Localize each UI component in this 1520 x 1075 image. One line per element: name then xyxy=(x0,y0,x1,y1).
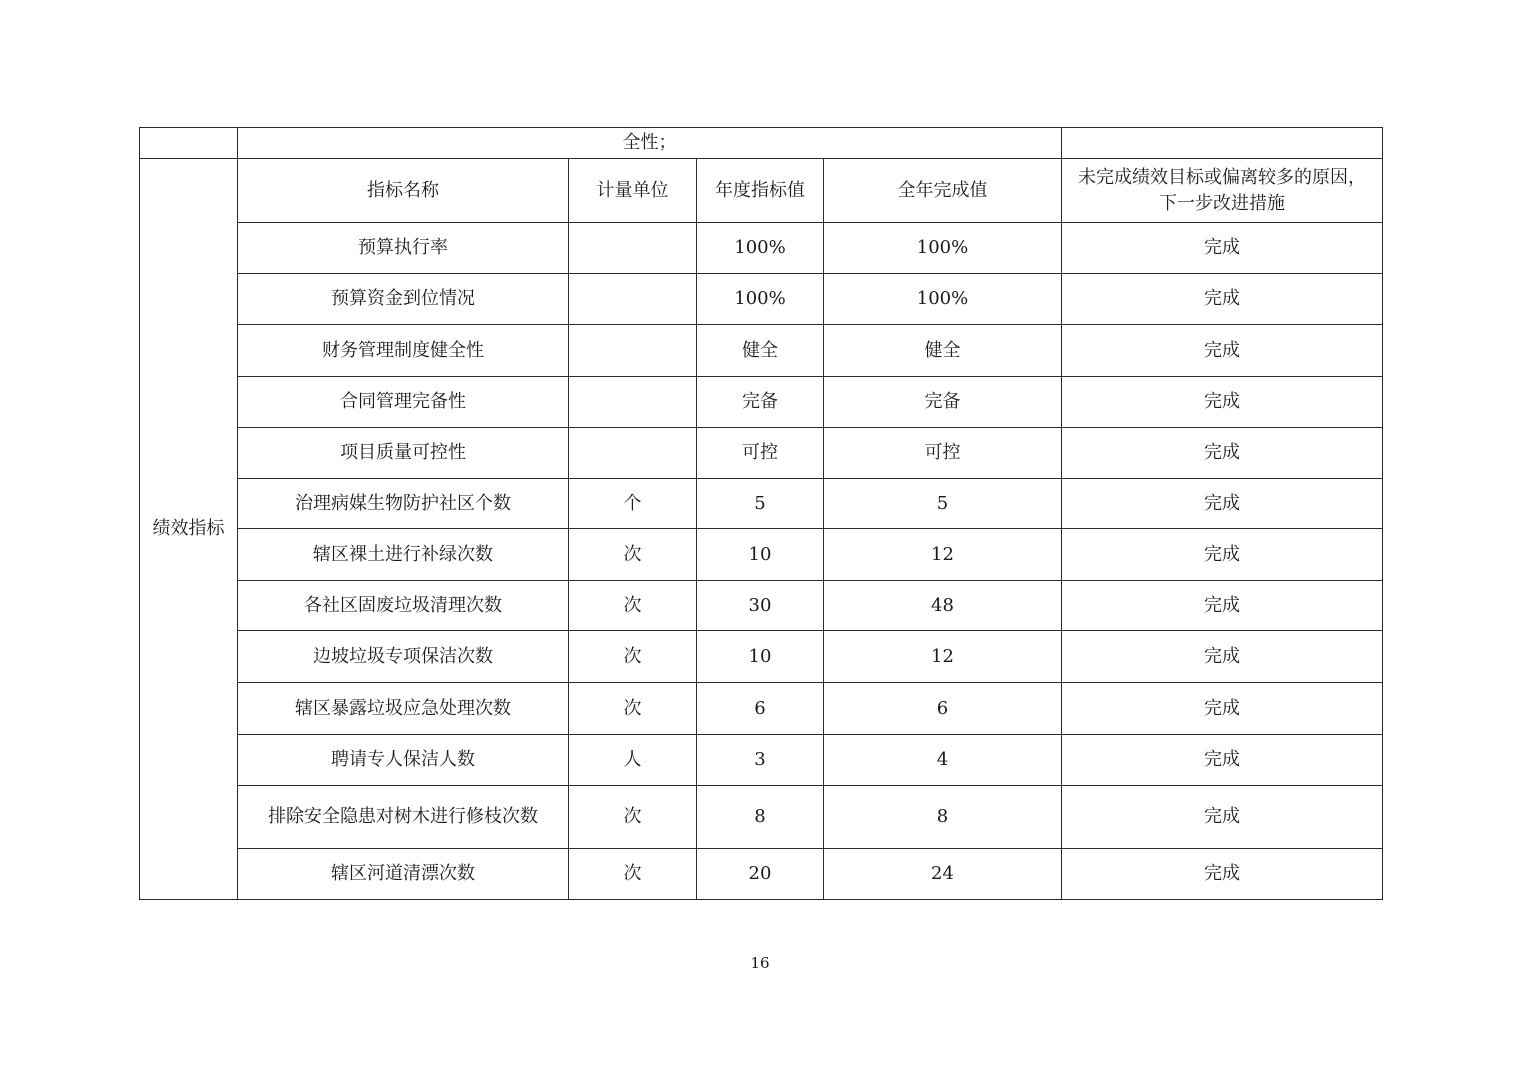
continuation-empty-cell-right xyxy=(1062,128,1383,159)
indicator-name: 各社区固废垃圾清理次数 xyxy=(238,581,569,631)
table-row xyxy=(140,223,1383,274)
indicator-target: 20 xyxy=(697,849,824,900)
indicator-unit: 次 xyxy=(569,786,697,849)
header-unit: 计量单位 xyxy=(569,159,697,223)
table-row xyxy=(140,786,1383,849)
indicator-actual: 24 xyxy=(824,849,1062,900)
table-row xyxy=(140,529,1383,581)
indicator-target: 5 xyxy=(697,479,824,529)
indicator-target: 10 xyxy=(697,631,824,683)
indicator-unit xyxy=(569,223,697,274)
indicator-name: 财务管理制度健全性 xyxy=(238,325,569,377)
table-row xyxy=(140,479,1383,529)
indicator-reason: 完成 xyxy=(1062,786,1383,849)
indicator-actual: 完备 xyxy=(824,377,1062,428)
page-number: 16 xyxy=(750,954,770,972)
indicator-actual: 100% xyxy=(824,274,1062,325)
indicator-name: 治理病媒生物防护社区个数 xyxy=(238,479,569,529)
indicator-name: 排除安全隐患对树木进行修枝次数 xyxy=(238,786,569,849)
indicator-unit xyxy=(569,377,697,428)
indicator-reason: 完成 xyxy=(1062,325,1383,377)
indicator-actual: 健全 xyxy=(824,325,1062,377)
header-actual: 全年完成值 xyxy=(824,159,1062,223)
indicator-reason: 完成 xyxy=(1062,849,1383,900)
indicator-unit: 次 xyxy=(569,683,697,735)
indicator-name: 辖区裸土进行补绿次数 xyxy=(238,529,569,581)
indicator-target: 100% xyxy=(697,223,824,274)
header-row xyxy=(140,159,1383,223)
indicator-actual: 100% xyxy=(824,223,1062,274)
indicator-target: 可控 xyxy=(697,428,824,479)
table-row xyxy=(140,274,1383,325)
indicator-reason: 完成 xyxy=(1062,581,1383,631)
indicator-reason: 完成 xyxy=(1062,223,1383,274)
indicator-target: 30 xyxy=(697,581,824,631)
performance-indicator-table xyxy=(139,127,1383,900)
indicator-actual: 12 xyxy=(824,631,1062,683)
header-target: 年度指标值 xyxy=(697,159,824,223)
indicator-target: 10 xyxy=(697,529,824,581)
indicator-actual: 4 xyxy=(824,735,1062,786)
indicator-unit: 次 xyxy=(569,849,697,900)
indicator-unit xyxy=(569,325,697,377)
continuation-row xyxy=(140,128,1383,159)
section-label: 绩效指标 xyxy=(140,159,238,900)
indicator-target: 8 xyxy=(697,786,824,849)
indicator-actual: 12 xyxy=(824,529,1062,581)
header-reason-line2: 下一步改进措施 xyxy=(1159,192,1285,214)
table-row xyxy=(140,428,1383,479)
indicator-name: 辖区暴露垃圾应急处理次数 xyxy=(238,683,569,735)
indicator-unit xyxy=(569,274,697,325)
indicator-name: 项目质量可控性 xyxy=(238,428,569,479)
table-row xyxy=(140,377,1383,428)
indicator-actual: 48 xyxy=(824,581,1062,631)
indicator-reason: 完成 xyxy=(1062,428,1383,479)
indicator-unit: 个 xyxy=(569,479,697,529)
table-row xyxy=(140,631,1383,683)
indicator-actual: 6 xyxy=(824,683,1062,735)
indicator-actual: 可控 xyxy=(824,428,1062,479)
indicator-name: 辖区河道清漂次数 xyxy=(238,849,569,900)
indicator-actual: 8 xyxy=(824,786,1062,849)
table-row xyxy=(140,325,1383,377)
header-name: 指标名称 xyxy=(238,159,569,223)
table-row xyxy=(140,849,1383,900)
indicator-name: 预算资金到位情况 xyxy=(238,274,569,325)
continuation-empty-cell xyxy=(140,128,238,159)
continuation-text: 全性； xyxy=(238,128,1062,159)
indicator-reason: 完成 xyxy=(1062,631,1383,683)
indicator-reason: 完成 xyxy=(1062,683,1383,735)
indicator-unit xyxy=(569,428,697,479)
indicator-target: 3 xyxy=(697,735,824,786)
table-row xyxy=(140,683,1383,735)
indicator-name: 聘请专人保洁人数 xyxy=(238,735,569,786)
header-reason-line1: 未完成绩效目标或偏离较多的原因， xyxy=(1078,166,1366,188)
indicator-target: 100% xyxy=(697,274,824,325)
indicator-name: 预算执行率 xyxy=(238,223,569,274)
indicator-name: 边坡垃圾专项保洁次数 xyxy=(238,631,569,683)
indicator-unit: 人 xyxy=(569,735,697,786)
indicator-reason: 完成 xyxy=(1062,479,1383,529)
indicator-reason: 完成 xyxy=(1062,377,1383,428)
table-row xyxy=(140,581,1383,631)
indicator-actual: 5 xyxy=(824,479,1062,529)
indicator-target: 6 xyxy=(697,683,824,735)
indicator-unit: 次 xyxy=(569,581,697,631)
indicator-target: 完备 xyxy=(697,377,824,428)
table-row xyxy=(140,735,1383,786)
indicator-reason: 完成 xyxy=(1062,735,1383,786)
header-reason xyxy=(1062,159,1383,223)
indicator-target: 健全 xyxy=(697,325,824,377)
indicator-name: 合同管理完备性 xyxy=(238,377,569,428)
indicator-unit: 次 xyxy=(569,631,697,683)
indicator-unit: 次 xyxy=(569,529,697,581)
indicator-reason: 完成 xyxy=(1062,529,1383,581)
indicator-reason: 完成 xyxy=(1062,274,1383,325)
